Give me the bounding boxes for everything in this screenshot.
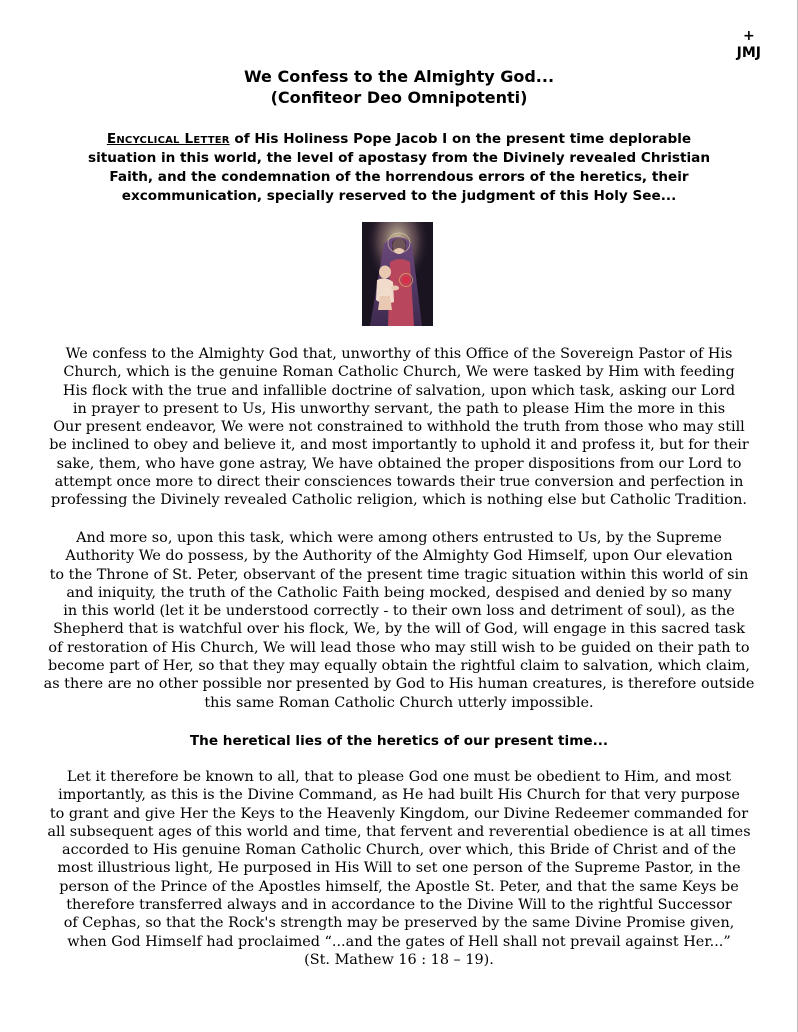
intro-line-4: excommunication, specially reserved to the judgment of this Holy See... bbox=[121, 188, 677, 204]
scripture-citation: (St. Mathew 16 : 18 – 19). bbox=[304, 951, 494, 968]
paragraph-line: to the Throne of St. Peter, observant of the present time tragic situation within this world of sin bbox=[49, 566, 749, 583]
paragraph-line: this same Roman Catholic Church utterly impossible. bbox=[204, 694, 594, 711]
paragraph-line: Shepherd that is watchful over his flock, We, by the will of God, will engage in this sacred task bbox=[53, 621, 745, 638]
paragraph-line: as there are no other possible nor presented by God to His human creatures, is therefore outside bbox=[43, 676, 755, 693]
intro-statement bbox=[40, 130, 758, 206]
paragraph-line: accorded to His genuine Roman Catholic Church, over which, this Bride of Christ and of the bbox=[62, 842, 736, 859]
intro-line-1-rest: of His Holiness Pope Jacob I on the present time deplorable bbox=[229, 131, 692, 147]
paragraph-obedience bbox=[18, 768, 780, 969]
paragraph-line: to grant and give Her the Keys to the Heavenly Kingdom, our Divine Redeemer commanded for bbox=[49, 805, 749, 822]
paragraph-line: when God Himself had proclaimed “...and the gates of Hell shall not prevail against Her...” bbox=[67, 933, 731, 950]
paragraph-line: sake, them, who have gone astray, We have obtained the proper dispositions from our Lord to bbox=[56, 455, 742, 472]
madonna-and-child-holy-card-icon bbox=[362, 222, 433, 326]
paragraph-restoration bbox=[18, 529, 780, 712]
encyclical-label: Encyclical Letter bbox=[106, 131, 230, 147]
paragraph-line: Our present endeavor, We were not constrained to withhold the truth from those who may still bbox=[53, 419, 745, 436]
paragraph-line: professing the Divinely revealed Catholic religion, which is nothing else but Catholic Tradition. bbox=[51, 492, 747, 509]
paragraph-line: importantly, as this is the Divine Command, as He had built His Church for that very purpose bbox=[58, 787, 740, 804]
paragraph-line: Authority We do possess, by the Authority of the Almighty God Himself, upon Our elevation bbox=[65, 548, 733, 565]
paragraph-line: person of the Prince of the Apostles himself, the Apostle St. Peter, and that the same Keys be bbox=[59, 878, 739, 895]
section-subheading: The heretical lies of the heretics of our present time... bbox=[189, 733, 609, 749]
intro-line-3: Faith, and the condemnation of the horrendous errors of the heretics, their bbox=[109, 169, 689, 185]
paragraph-line: We confess to the Almighty God that, unworthy of this Office of the Sovereign Pastor of His bbox=[65, 346, 733, 362]
paragraph-line: of restoration of His Church, We will lead those who may still wish to be guided on their path to bbox=[48, 639, 750, 656]
title-line-1: We Confess to the Almighty God... bbox=[243, 67, 555, 86]
intro-line-1 bbox=[40, 130, 758, 149]
paragraph-line: be inclined to obey and believe it, and most importantly to uphold it and profess it, but for their bbox=[49, 437, 749, 454]
intro-line-2: situation in this world, the level of apostasy from the Divinely revealed Christian bbox=[87, 150, 710, 166]
paragraph-line: and iniquity, the truth of the Catholic Faith being mocked, despised and denied by so many bbox=[66, 584, 732, 601]
paragraph-confession bbox=[18, 345, 780, 510]
paragraph-line: in prayer to present to Us, His unworthy servant, the path to please Him the more in this bbox=[72, 400, 726, 417]
document-title bbox=[0, 66, 798, 108]
paragraph-line: in this world (let it be understood correctly - to their own loss and detriment of soul), as the bbox=[63, 603, 735, 620]
paragraph-line: His flock with the true and infallible doctrine of salvation, upon which task, asking our Lord bbox=[62, 382, 736, 399]
paragraph-line: And more so, upon this task, which were among others entrusted to Us, by the Supreme bbox=[76, 530, 722, 546]
jmj-monogram: JMJ bbox=[736, 45, 761, 61]
paragraph-line: most illustrious light, He purposed in His Will to set one person of the Supreme Pastor, in the bbox=[57, 860, 741, 877]
paragraph-line: become part of Her, so that they may equally obtain the rightful claim to salvation, which claim, bbox=[48, 658, 750, 675]
cross-mark: + bbox=[742, 28, 755, 44]
paragraph-line: attempt once more to direct their consciences towards their true conversion and perfection in bbox=[54, 474, 744, 491]
paragraph-line: of Cephas, so that the Rock's strength may be preserved by the same Divine Promise given, bbox=[63, 915, 735, 932]
paragraph-line: Let it therefore be known to all, that to please God one must be obedient to Him, and most bbox=[66, 769, 732, 785]
paragraph-line: all subsequent ages of this world and time, that fervent and reverential obedience is at all times bbox=[47, 823, 751, 840]
title-line-2: (Confiteor Deo Omnipotenti) bbox=[270, 88, 528, 107]
paragraph-line: therefore transferred always and in accordance to the Divine Will to the rightful Successor bbox=[66, 897, 732, 914]
paragraph-line: Church, which is the genuine Roman Catholic Church, We were tasked by Him with feeding bbox=[63, 364, 735, 381]
jmj-header bbox=[737, 28, 761, 62]
